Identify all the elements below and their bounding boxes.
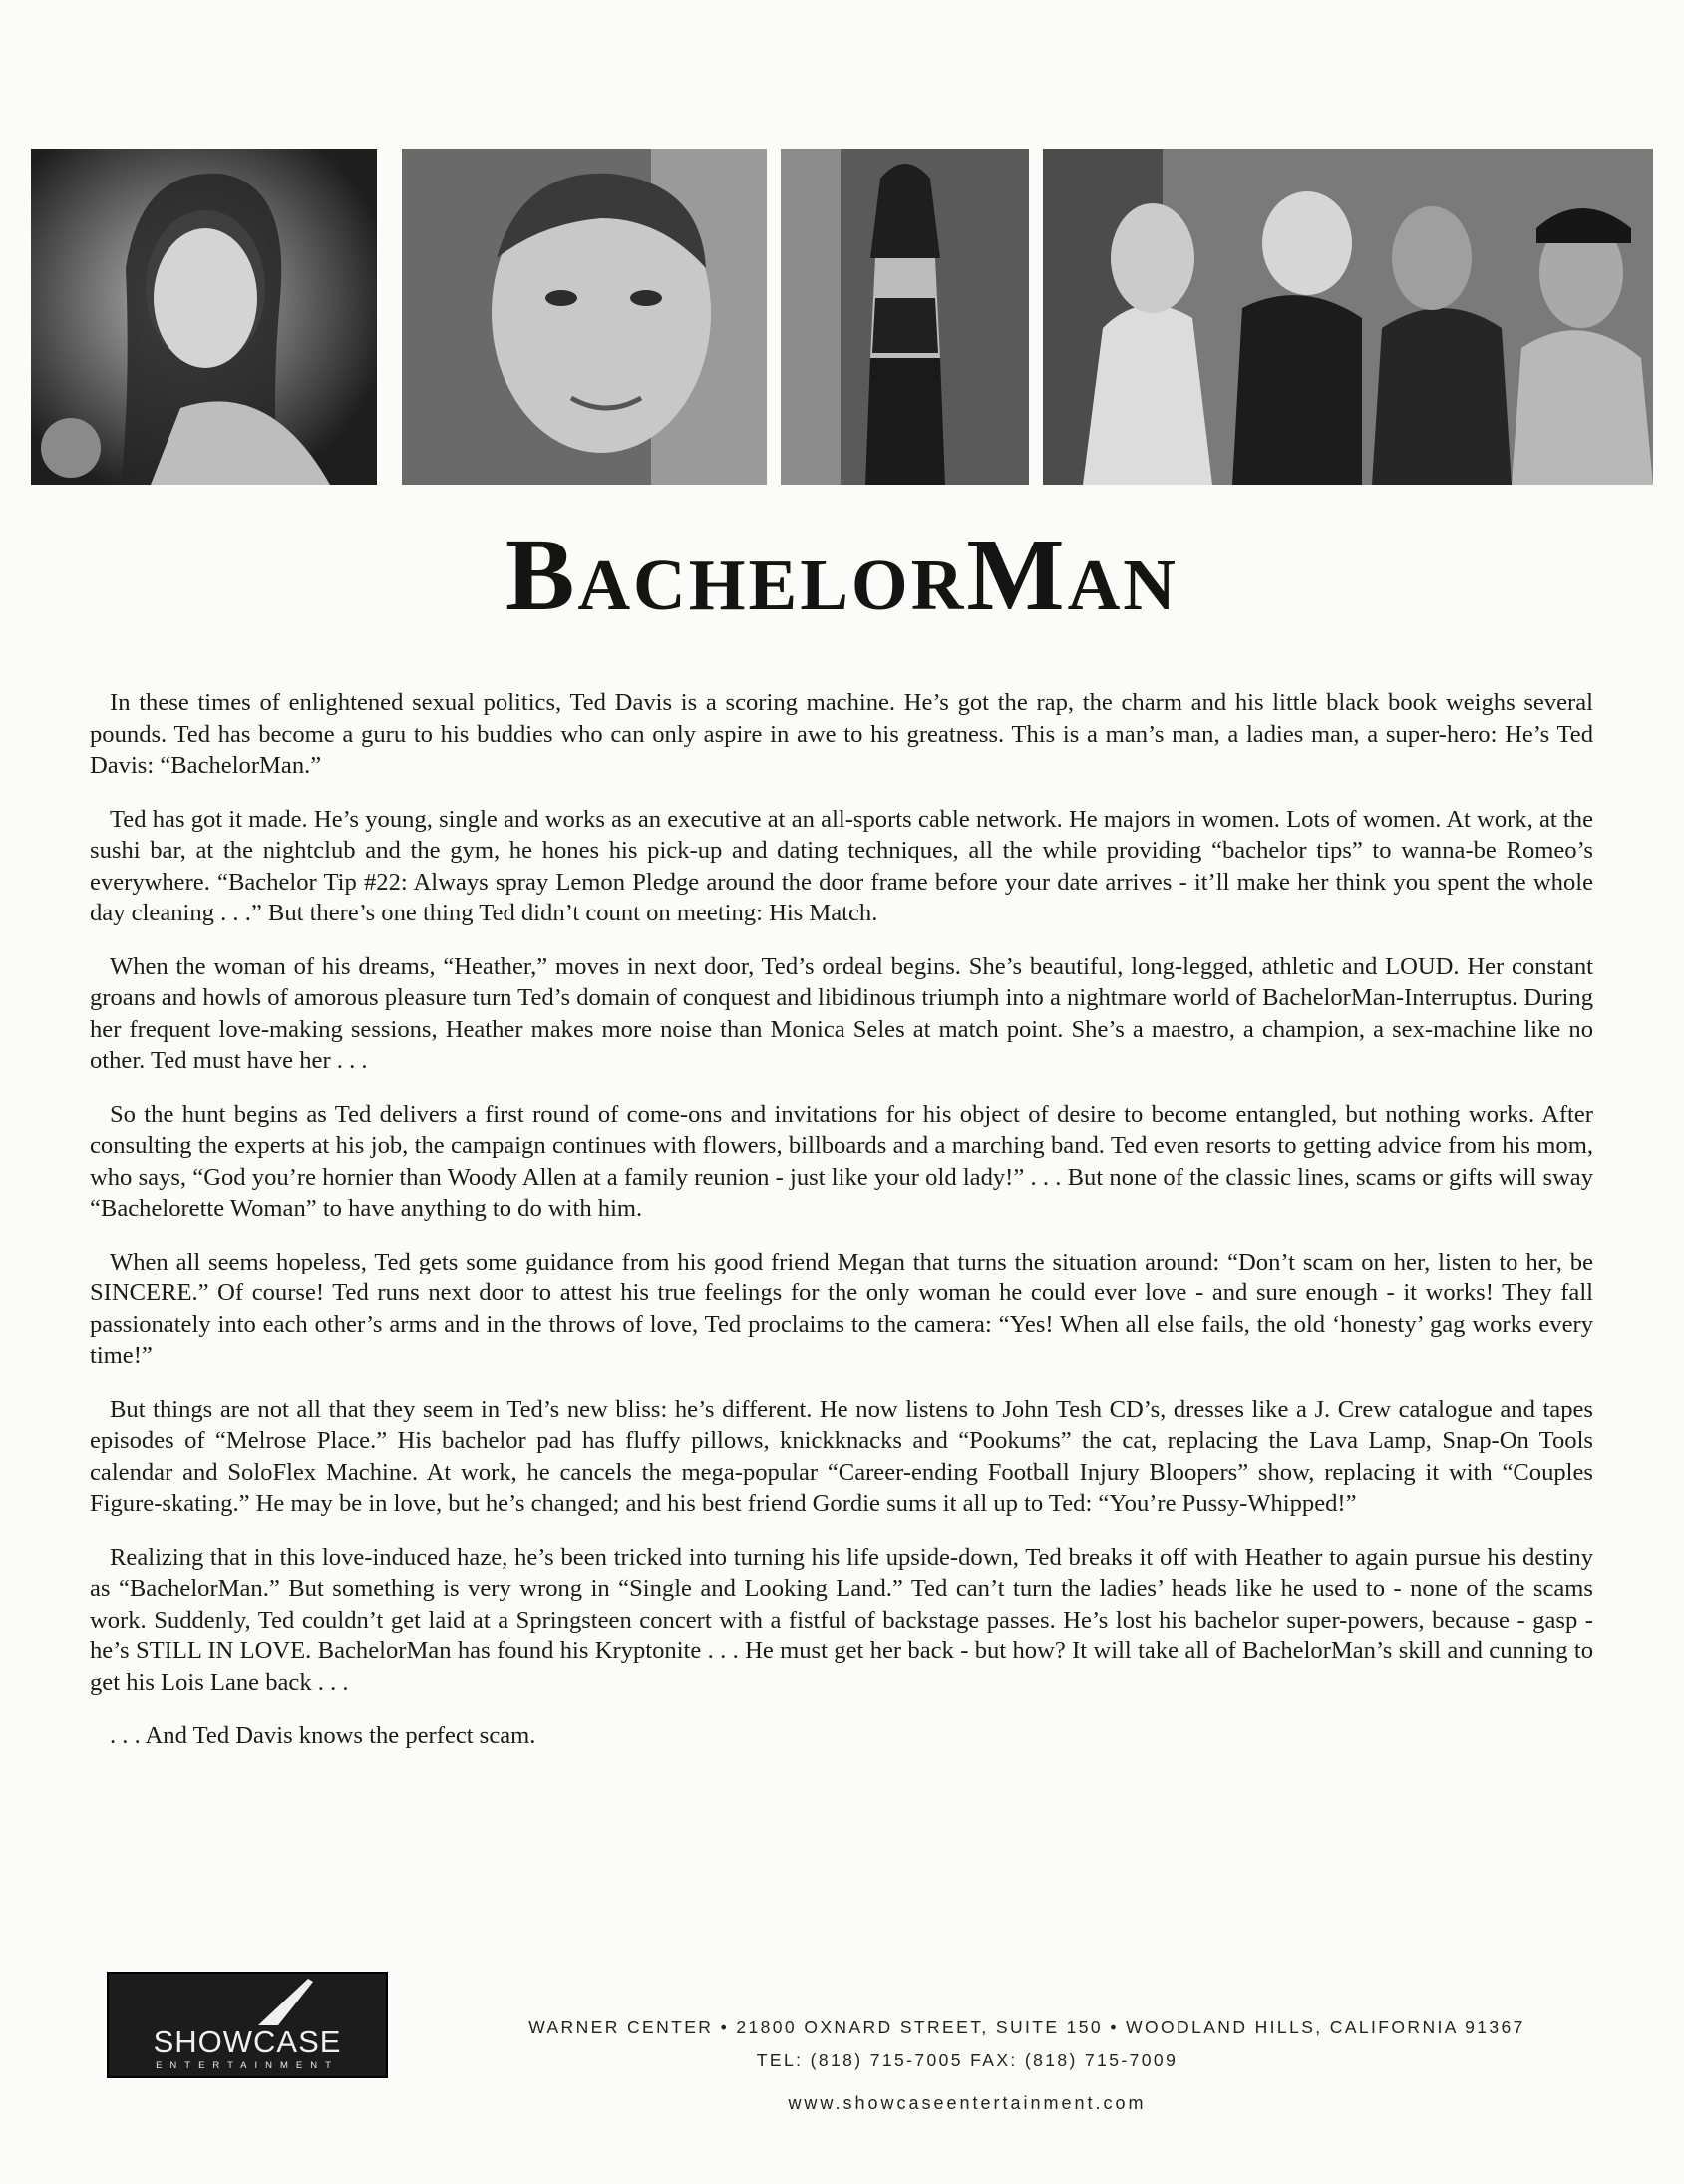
paragraph: When all seems hopeless, Ted gets some guidance from his good friend Megan that turns the situation around: “Don’t scam on her, listen to her, be SINCERE.” Of course! Ted runs next door to attest his true feelings for the only woman he could ever love - and sure enough - it works! They fall passionately into each other’s arms and in the throws of love, Ted proclaims to the camera: “Yes! When all else fails, the old ‘honesty’ gag works every time!”	[90, 1248, 1593, 1369]
paragraph: But things are not all that they seem in Ted’s new bliss: he’s different. He now listens to John Tesh CD’s, dresses like a J. Crew catalogue and tapes episodes of “Melrose Place.” His bachelor pad has fluffy pillows, knickknacks and “Pookums” the cat, replacing the Lava Lamp, Snap-On Tools calendar and SoloFlex Machine. At work, he cancels the mega-popular “Career-ending Football Injury Bloopers” show, replacing it with “Couples Figure-skating.” He may be in love, but he’s changed; and his best friend Gordie sums it all up to Ted: “You’re Pussy-Whipped!”	[90, 1395, 1593, 1517]
photo-man	[402, 149, 767, 485]
paragraph: Ted has got it made. He’s young, single and works as an executive at an all-sports cable network. He majors in women. Lots of women. At work, at the sushi bar, at the nightclub and the gym, he hones his pick-up and dating techniques, all the while providing “bachelor tips” to wanna-be Romeo’s everywhere. “Bachelor Tip #22: Always spray Lemon Pledge around the door frame before your date arrives - it’ll make her think you spent the whole day cleaning . . .” But there’s one thing Ted didn’t count on meeting: His Match.	[90, 805, 1593, 926]
photo-woman	[31, 149, 377, 485]
footer-phone: TEL: (818) 715-7005 FAX: (818) 715-7009	[756, 2050, 1179, 2070]
paragraph: Realizing that in this love-induced haze, he’s been tricked into turning his life upside-down, Ted breaks it off with Heather to again pursue his destiny as “BachelorMan.” But something is very wrong in “Single and Looking Land.” Ted can’t turn the ladies’ heads like he used to - none of the scams work. Suddenly, Ted couldn’t get laid at a Springsteen concert with a fistful of backstage passes. He’s lost his bachelor super-powers, because - gasp - he’s STILL IN LOVE. BachelorMan has found his Kryptonite . . . He must get her back - but how? It will take all of BachelorMan’s skill and cunning to get his Lois Lane back . . .	[90, 1543, 1593, 1696]
footer-website[interactable]: www.showcaseentertainment.com	[788, 2093, 1147, 2113]
synopsis	[90, 687, 1593, 1774]
footer-address: WARNER CENTER • 21800 OXNARD STREET, SUITE 150 • WOODLAND HILLS, CALIFORNIA 91367	[528, 2017, 1525, 2037]
paragraph: So the hunt begins as Ted delivers a first round of come-ons and invitations for his object of desire to become entangled, but nothing works. After consulting the experts at his job, the campaign continues with flowers, billboards and a marching band. Ted even resorts to getting advice from his mom, who says, “God you’re hornier than Woody Allen at a family reunion - just like your old lady!” . . . But none of the classic lines, scams or gifts will sway “Bachelorette Woman” to have anything to do with him.	[90, 1100, 1593, 1222]
photo-group-of-men	[1043, 149, 1653, 485]
paragraph: . . . And Ted Davis knows the perfect scam.	[110, 1722, 536, 1749]
showcase-logo	[107, 1972, 388, 2078]
photo-woman-standing	[781, 149, 1029, 485]
logo-subtitle: ENTERTAINMENT	[156, 2060, 339, 2071]
paragraph: When the woman of his dreams, “Heather,” moves in next door, Ted’s ordeal begins. She’s beautiful, long-legged, athletic and LOUD. Her constant groans and howls of amorous pleasure turn Ted’s domain of conquest and libidinous triumph into a nightmare world of BachelorMan-Interruptus. During her frequent love-making sessions, Heather makes more noise than Monica Seles at match point. She’s a maestro, a champion, a sex-machine like no other. Ted must have her . . .	[90, 952, 1593, 1074]
page-title: BachelorMan	[505, 518, 1179, 632]
paragraph: In these times of enlightened sexual politics, Ted Davis is a scoring machine. He’s got the rap, the charm and his little black book weighs several pounds. Ted has become a guru to his buddies who can only aspire in awe to his greatness. This is a man’s man, a ladies man, a super-hero: He’s Ted Davis: “BachelorMan.”	[90, 689, 1593, 779]
logo-name: SHOWCASE	[153, 2024, 342, 2059]
